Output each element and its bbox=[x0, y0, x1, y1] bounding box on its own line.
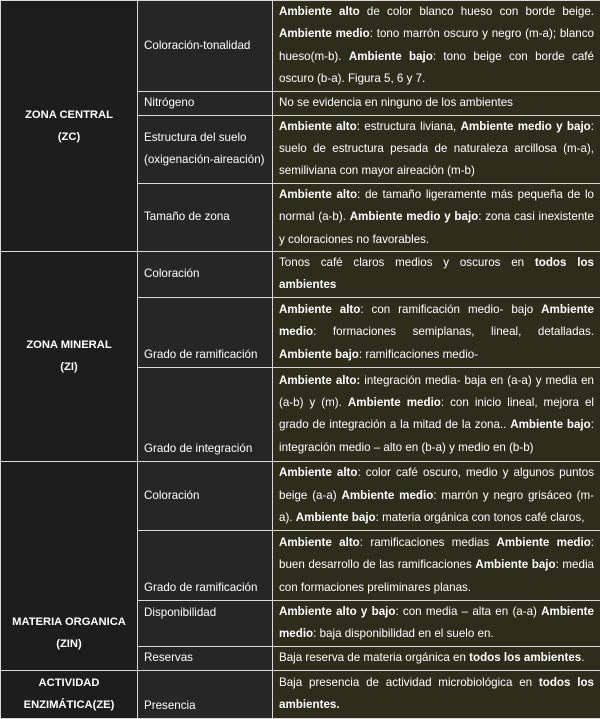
description-cell bbox=[273, 646, 600, 670]
description-text: : media con formaciones preliminares planas. bbox=[279, 558, 594, 593]
description-text: : marrón y negro grisáceo (m-a). bbox=[279, 489, 594, 524]
zone-label: ZONA CENTRAL bbox=[7, 104, 131, 126]
description-text: de color blanco hueso con borde beige. bbox=[360, 5, 594, 18]
emphasis-text: Ambiente alto bbox=[279, 120, 357, 133]
description-text: Tonos café claros medios y oscuros en bbox=[279, 256, 535, 269]
emphasis-text: Ambiente alto bbox=[279, 303, 360, 316]
emphasis-text: todos los ambientes. bbox=[279, 676, 594, 711]
description-text: : de tamaño ligeramente más pequeña de lo normal (a-b). bbox=[279, 188, 594, 223]
zone-organic-matter-cell bbox=[1, 461, 138, 670]
emphasis-text: Ambiente alto bbox=[279, 466, 358, 479]
description-text: : integración medio – alto en (b-a) y medio en (b-b) bbox=[279, 418, 594, 453]
description-text: : formaciones semiplanas, lineal, detalladas. bbox=[313, 325, 594, 338]
description-text: : tono beige con borde café oscuro (b-a). Figura 5, 6 y 7. bbox=[279, 50, 594, 85]
emphasis-text: todos los ambientes bbox=[279, 256, 594, 291]
description-cell bbox=[273, 183, 600, 251]
parameter-cell: Nitrógeno bbox=[138, 91, 273, 115]
description-text: : baja disponibilidad en el suelo en. bbox=[313, 627, 493, 640]
zone-code: (ZIN) bbox=[7, 633, 131, 655]
parameter-cell: Grado de ramificación bbox=[138, 530, 273, 600]
zone-mineral-cell bbox=[1, 252, 138, 462]
description-text: No se evidencia en ninguno de los ambientes bbox=[279, 96, 513, 109]
parameter-cell: Grado de ramificación bbox=[138, 297, 273, 367]
description-cell bbox=[273, 252, 600, 298]
description-text: : materia orgánica con tonos café claros, bbox=[376, 511, 585, 524]
parameter-cell: Presencia bbox=[138, 670, 273, 718]
emphasis-text: Ambiente medio bbox=[279, 27, 370, 40]
description-text: Baja presencia de actividad microbiológica en bbox=[279, 676, 539, 689]
description-text: integración media- baja en (a-a) y media en (a-b) y (m). bbox=[279, 374, 594, 409]
description-cell bbox=[273, 297, 600, 367]
zone-code: (ZC) bbox=[7, 126, 131, 148]
description-cell bbox=[273, 367, 600, 461]
description-text: : tono marrón oscuro y negro (m-a); blanco hueso(m-b). bbox=[279, 27, 594, 62]
description-cell bbox=[273, 91, 600, 115]
description-text: : con inicio lineal, mejora el grado de integración a la mitad de la zona.. bbox=[279, 396, 594, 431]
emphasis-text: Ambiente bajo bbox=[510, 418, 591, 431]
description-text: : ramificaciones medio- bbox=[359, 348, 478, 361]
emphasis-text: Ambiente medio bbox=[342, 489, 434, 502]
zone-enzymatic-activity-cell bbox=[1, 670, 138, 718]
zone-label: ACTIVIDAD bbox=[7, 672, 131, 694]
emphasis-text: Ambiente alto bbox=[279, 188, 357, 201]
parameter-cell: Coloración-tonalidad bbox=[138, 1, 273, 92]
description-cell bbox=[273, 461, 600, 530]
description-text: : con ramificación medio- bajo bbox=[360, 303, 541, 316]
emphasis-text: todos los ambientes bbox=[469, 651, 581, 664]
description-text: . bbox=[581, 651, 584, 664]
emphasis-text: Ambiente medio bbox=[279, 303, 594, 338]
emphasis-text: Ambiente medio y bajo bbox=[350, 210, 479, 223]
zone-label: ZONA MINERAL bbox=[7, 334, 131, 356]
emphasis-text: Ambiente alto bbox=[279, 536, 360, 549]
emphasis-text: Ambiente bajo bbox=[475, 558, 555, 571]
table-row bbox=[1, 252, 600, 298]
description-text: : color café oscuro, medio y algunos puntos beige (a-a) bbox=[279, 466, 594, 501]
emphasis-text: Ambiente medio bbox=[496, 536, 590, 549]
table-row bbox=[1, 670, 600, 718]
parameter-cell: Coloración bbox=[138, 461, 273, 530]
description-text: : estructura liviana, bbox=[357, 120, 461, 133]
emphasis-text: Ambiente alto y bajo bbox=[279, 605, 395, 618]
description-cell bbox=[273, 530, 600, 600]
emphasis-text: Ambiente bajo bbox=[279, 348, 359, 361]
emphasis-text: Ambiente bajo bbox=[296, 511, 376, 524]
description-cell bbox=[273, 600, 600, 646]
parameter-cell: Grado de integración bbox=[138, 367, 273, 461]
zone-central-cell bbox=[1, 1, 138, 252]
description-text: : buen desarrollo de las ramificaciones bbox=[279, 536, 594, 571]
description-cell bbox=[273, 670, 600, 718]
zone-code: (ZI) bbox=[7, 356, 131, 378]
parameter-cell: Estructura del suelo (oxigenación-aireación) bbox=[138, 115, 273, 183]
emphasis-text: Ambiente medio bbox=[279, 605, 594, 640]
parameter-cell: Tamaño de zona bbox=[138, 183, 273, 251]
emphasis-text: Ambiente alto bbox=[279, 5, 360, 18]
table-row bbox=[1, 1, 600, 92]
zone-label: MATERIA ORGANICA bbox=[7, 611, 131, 633]
description-cell bbox=[273, 1, 600, 92]
description-cell bbox=[273, 115, 600, 183]
description-text: Baja reserva de materia orgánica en bbox=[279, 651, 469, 664]
description-text: : suelo de estructura pesada de naturaleza arcillosa (m-a), semiliviana con mayor aireación (m-b) bbox=[279, 120, 594, 178]
table-row bbox=[1, 461, 600, 530]
description-text: : ramificaciones medias bbox=[360, 536, 497, 549]
parameter-cell: Coloración bbox=[138, 252, 273, 298]
parameter-cell: Reservas bbox=[138, 646, 273, 670]
emphasis-text: Ambiente alto: bbox=[279, 374, 360, 387]
emphasis-text: Ambiente bajo bbox=[349, 50, 433, 63]
emphasis-text: Ambiente medio bbox=[348, 396, 441, 409]
zone-code: ENZIMÁTICA(ZE) bbox=[7, 694, 131, 716]
parameter-cell: Disponibilidad bbox=[138, 600, 273, 646]
emphasis-text: Ambiente medio y bajo bbox=[461, 120, 591, 133]
description-text: : zona casi inexistente y coloraciones no favorables. bbox=[279, 210, 594, 245]
description-text: : con media – alta en (a-a) bbox=[395, 605, 541, 618]
